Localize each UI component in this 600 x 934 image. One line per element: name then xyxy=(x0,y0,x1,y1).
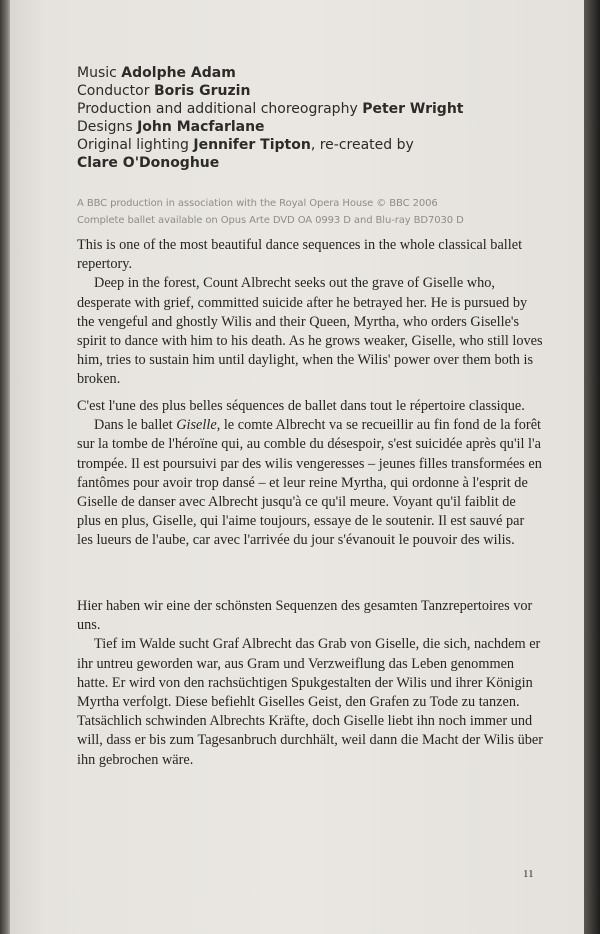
production-note xyxy=(77,195,557,229)
ballet-title-italic: Giselle xyxy=(176,417,217,434)
french-synopsis xyxy=(77,397,543,551)
page-number: 11 xyxy=(523,868,534,880)
german-synopsis xyxy=(77,597,543,770)
synopsis-paragraph: Hier haben wir eine der schönsten Sequenzen des gesamten Tanzrepertoires vor uns. xyxy=(77,598,533,634)
credit-role: Production and additional choreography xyxy=(77,101,358,117)
synopsis-paragraph: C'est l'une des plus belles séquences de ballet dans tout le répertoire classique. xyxy=(77,398,525,414)
synopsis-paragraph xyxy=(77,416,543,550)
credit-role: Original lighting xyxy=(77,137,189,153)
credit-name: Jennifer Tipton xyxy=(193,137,311,153)
synopsis-paragraph: Deep in the forest, Count Albrecht seeks out the grave of Giselle who, desperate with grief, committed suicide after he betrayed her. He is pursued by the vengeful and ghostly Wilis and their Queen, Myrtha, who orders Giselle's spirit to dance with him to his death. As he grows weaker, Giselle, who still loves him, tries to sustain him until daylight, when the Wilis' power over them both is broken. xyxy=(77,275,543,388)
credit-designs xyxy=(77,118,557,136)
text-run: , le comte Albrecht va se recueillir au fin fond de la forêt sur la tombe de l'héroïne qui, au comble du désespoir, s'est suicidée après qu'il l'a trompée. Il est poursuivi par des wilis vengeresses – jeunes filles transformées en fantômes pour avoir trop dansé – et leur reine Myrtha, qui ordonne à l'esprit de Giselle de danser avec Albrecht jusqu'à ce qu'il meure. Voyant qu'il faiblit de plus en plus, Giselle, qui l'aime toujours, essaye de le soutenir. Il est sauvé par les lueurs de l'aube, car avec l'arrivée du jour s'évanouit le pouvoir des wilis. xyxy=(77,417,542,549)
credit-lighting xyxy=(77,136,557,154)
credit-name: Adolphe Adam xyxy=(121,65,236,81)
background-right-edge xyxy=(584,0,600,934)
credit-name: Clare O'Donoghue xyxy=(77,155,220,171)
credit-suffix: , re-created by xyxy=(310,137,414,153)
credit-conductor xyxy=(77,82,557,100)
synopsis-paragraph: This is one of the most beautiful dance sequences in the whole classical ballet repertory. xyxy=(77,237,523,273)
credits-block xyxy=(77,64,557,172)
credit-relighting xyxy=(77,154,557,172)
production-note-line: A BBC production in association with the Royal Opera House © BBC 2006 xyxy=(77,198,438,209)
credit-music xyxy=(77,64,557,82)
credit-name: John Macfarlane xyxy=(137,119,265,135)
synopsis-paragraph: Tief im Walde sucht Graf Albrecht das Grab von Giselle, die sich, nachdem er ihr untreu geworden war, aus Gram und Verzweiflung das Leben genommen hatte. Er wird von den rachsüchtigen Spukgestalten der Wilis und ihrer Königin Myrtha verfolgt. Diese befiehlt Giselles Geist, den Grafen zu Tode zu tanzen. Tatsächlich schwinden Albrechts Kräfte, doch Giselle liebt ihn noch immer und will, dass er bis zum Tagesanbruch durchhält, weil dann die Macht der Wilis über ihn gebrochen wäre. xyxy=(77,636,543,768)
credit-production xyxy=(77,100,557,118)
credit-role: Designs xyxy=(77,119,133,135)
english-synopsis xyxy=(77,236,543,390)
production-note-line: Complete ballet available on Opus Arte DVD OA 0993 D and Blu-ray BD7030 D xyxy=(77,215,464,226)
text-run: Dans le ballet xyxy=(94,417,177,434)
credit-role: Conductor xyxy=(77,83,150,99)
credit-name: Boris Gruzin xyxy=(153,83,251,99)
credit-role: Music xyxy=(77,65,117,81)
credit-name: Peter Wright xyxy=(362,101,464,117)
